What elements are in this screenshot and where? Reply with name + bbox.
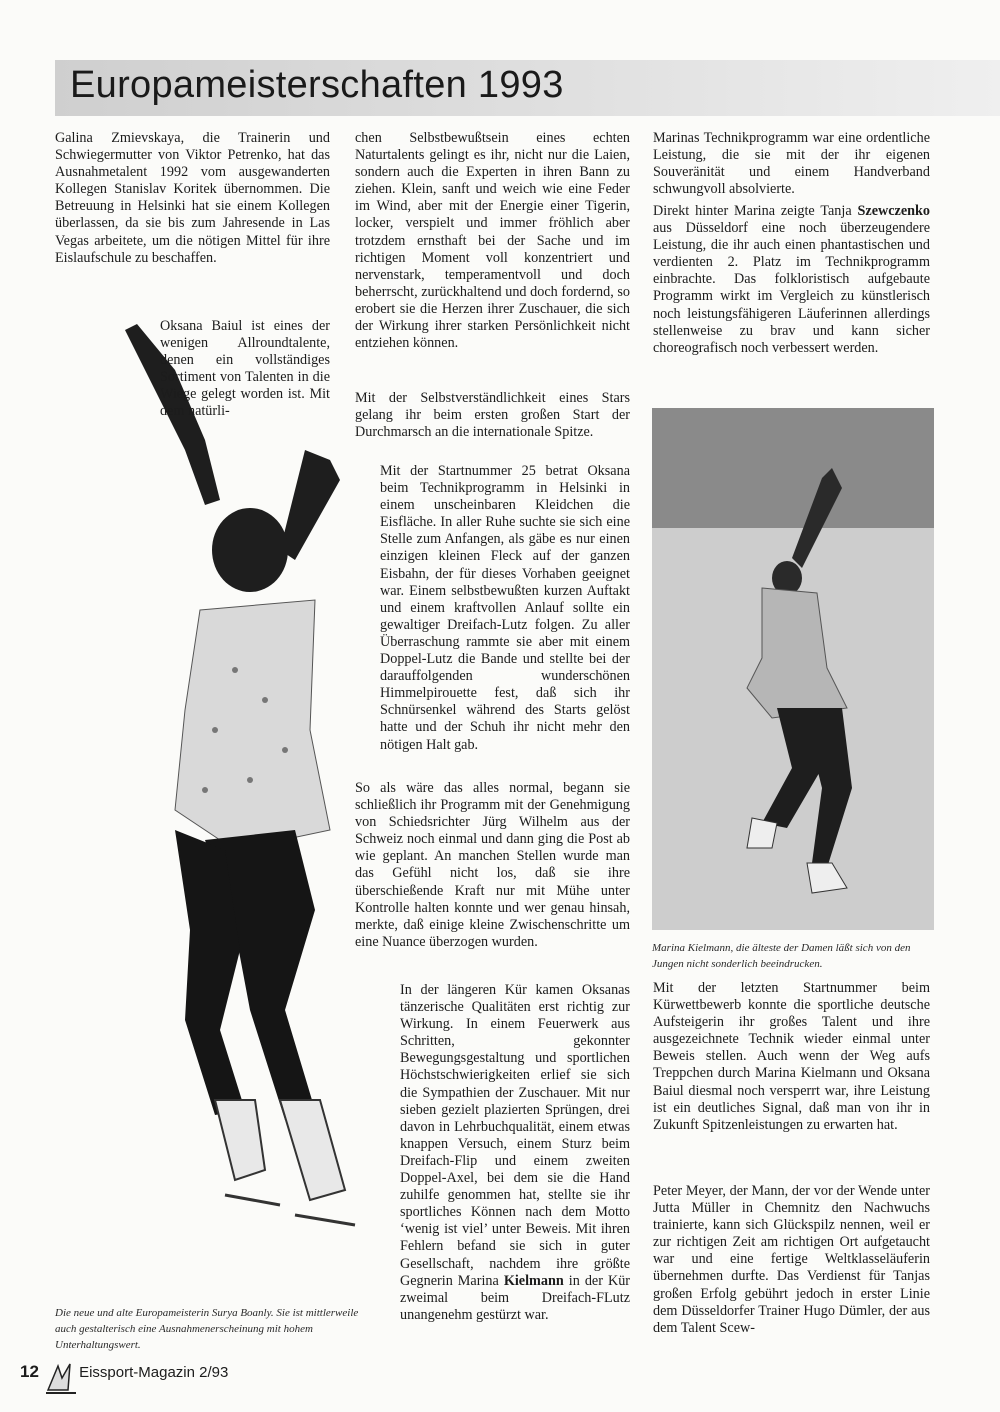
col3-text-4: Peter Meyer, der Mann, der vor der Wende unter Jutta Müller in Chemnitz den Nachwuchs trainierte, kann sich Glückspilz nennen, weil er zur richtigen Zeit am richtigen Ort aufgetaucht war und eine fertige Weltklasseläuferin übernehmen durfte. Das Verdienst für Tanjas großen Erfolg gebührt jedoch in erster Linie dem Düsseldorfer Trainer Hugo Dümler, der aus dem Talent Scew- <box>653 1183 930 1336</box>
left-photo-caption: Die neue und alte Europameisterin Surya Boanly. Sie ist mittlerweile auch gestalterisch eine Ausnahmenerscheinung mit hohem Unterhaltungswert. <box>55 1307 359 1351</box>
col1-paragraph-1 <box>55 130 330 267</box>
col1-text-1: Galina Zmievskaya, die Trainerin und Schwiegermutter von Viktor Petrenko, hat das Ausnahmetalent 1992 vom ausgewanderten Kollegen Stanislav Koritek übernommen. Die Betreuung in Helsinki hat sie einem Kollegen überlassen, da sie bis zum Jahresende in Las Vegas arbeitete, um die nötigen Mittel für ihre Eislaufschule zu beschaffen. <box>55 130 330 266</box>
col2-paragraph-2 <box>355 390 630 441</box>
skater-photo-left <box>55 310 385 1310</box>
right-photo-caption: Marina Kielmann, die älteste der Damen läßt sich von den Jungen nicht sonderlich beeindrucken. <box>652 942 911 970</box>
col3-text-2-bold: Szewczenko <box>857 203 930 219</box>
page-number: 12 <box>20 1362 39 1381</box>
col1-paragraph-2 <box>160 318 330 421</box>
col3-text-2-end: aus Düsseldorf eine noch überzeugendere Leistung, die ihr auch einen phantastischen und verdienten 2. Platz im Technikprogramm einbrachte. Das folkloristisch aufgebaute Programm wirkt im Vergleich zu künstlerisch noch leistungsfähigeren Läuferinnen allerdings stellenweise zu brav und kann sicher choreografisch noch verbessert werden. <box>653 220 930 356</box>
col2-text-1: chen Selbstbewußtsein eines echten Naturtalents gelingt es ihr, nicht nur die Laien, sondern auch die Experten in ihren Bann zu ziehen. Klein, sanft und weich wie eine Feder im Wind, aber mit der Energie einer Tigerin, locker, verspielt und immer fröhlich aber trotzdem ernsthaft bei der Sache und im richtigen Moment voll konzentriert und nervenstark, temperamentvoll und doch beherrscht, zurückhaltend und doch fordernd, so erobert sie die Herzen ihrer Zuschauer, die sich der Wirkung ihrer starken Persönlichkeit nicht entziehen können. <box>355 130 630 352</box>
magazine-issue: Eissport-Magazin 2/93 <box>79 1364 229 1381</box>
col3-text-3: Mit der letzten Startnummer beim Kürwettbewerb konnte die sportliche deutsche Aufsteigerin ihr großes Talent und ihre ausgezeichnete Technik wieder einmal unter Beweis stellen. Auch wenn der Weg aufs Treppchen durch Marina Kielmann und Oksana Baiul diesmal noch versperrt war, ihre Leistung ist ein deutliches Signal, daß man von ihr in Zukunft Spitzenleistungen zu erwarten hat. <box>653 980 930 1133</box>
col2-text-2: Mit der Selbstverständlichkeit eines Stars gelang ihr beim ersten großen Start der Durchmarsch an die internationale Spitze. <box>355 390 630 441</box>
col2-text-4b <box>400 982 630 1324</box>
skater-photo-right <box>652 408 934 930</box>
col2-paragraph-4b <box>400 982 630 1324</box>
skater-figure-right <box>652 408 934 930</box>
page-title: Europameisterschaften 1993 <box>70 64 564 106</box>
col2-text-4b-bold: Kielmann <box>503 1272 564 1289</box>
col2-text-3: Mit der Startnummer 25 betrat Oksana beim Technikprogramm in Helsinki in einem unscheinbaren Kleidchen die Eisfläche. In aller Ruhe suchte sie sich eine Stelle zum Anfangen, als gäbe es nur einen einzigen kleinen Fleck auf der ganzen Eisbahn, der für dieses Vorhaben geeignet war. Einem selbstbewußten kurzen Auftakt und einem kraftvollen Anlauf sollte ein gewaltiger Dreifach-Lutz folgen. Zu aller Überraschung rammte sie aber mit einem Doppel-Lutz die Bande und stellte bei der darauffolgenden wunderschönen Himmelpirouette fest, daß sich ihr Schnürsenkel während des Starts gelöst hatte und der Schuh ihr nicht mehr den nötigen Halt gab. <box>380 463 630 753</box>
col1-text-2: Oksana Baiul ist eines der wenigen Allroundtalente, denen ein vollständiges Sortiment von Talenten in die Wiege gelegt worden ist. Mit dem natürli- <box>160 318 330 420</box>
col2-text-4b-main: In der längeren Kür kamen Oksanas tänzerische Qualitäten erst richtig zur Wirkung. In einem Feuerwerk aus Schritten, gekonnter Bewegungsgestaltung und sportlichen Höchstschwierigkeiten erlief sie sich die Sympathien der Zuschauer. Mit nur sieben gezielt plazierten Sprüngen, drei davon in Lehrbuchqualität, einem etwas knappen Versuch, einem Sturz beim Dreifach-Flip und einem zweiten Doppel-Axel, bei dem sie die Hand zuhilfe genommen hat, stellte sie ihr sportliches Können nach dem Motto ‘wenig ist viel’ unter Beweis. Mit ihren Fehlern befand sie sich in guter Gesellschaft, nachdem ihre größte Gegnerin Marina <box>400 982 630 1289</box>
col3-text-2 <box>653 203 930 357</box>
col3-paragraph-4 <box>653 1183 930 1337</box>
col2-paragraph-3 <box>380 463 630 754</box>
col2-paragraph-1 <box>355 130 630 352</box>
col3-paragraph-1 <box>653 130 930 198</box>
col2-text-4a: So als wäre das alles normal, begann sie schließlich ihr Programm mit der Genehmigung von Schiedsrichter Jürg Wilhelm aus der Schweiz noch einmal und dann ging die Post ab wie geplant. An manchen Stellen wurde man das Gefühl nicht los, daß sie ihre überschießende Kraft nur mit Mühe unter Kontrolle halten konnte und wer genau hinsah, merkte, daß einige kleine Zwischenschritte um eine Nuance überzogen wurden. <box>355 780 630 950</box>
col3-text-1: Marinas Technikprogramm war eine ordentliche Leistung, die sie mit der ihr eigenen Souveränität und einem Handverband schwungvoll absolvierte. <box>653 130 930 198</box>
col3-paragraph-2 <box>653 203 930 357</box>
col3-text-2-start: Direkt hinter Marina zeigte Tanja <box>653 203 852 219</box>
col3-paragraph-3 <box>653 980 930 1134</box>
footer <box>20 1362 228 1382</box>
col2-paragraph-4a <box>355 780 630 951</box>
col2-text-4b-end: in der Kür zweimal beim Dreifach-FLutz unangenehm gestürzt war. <box>400 1272 631 1323</box>
